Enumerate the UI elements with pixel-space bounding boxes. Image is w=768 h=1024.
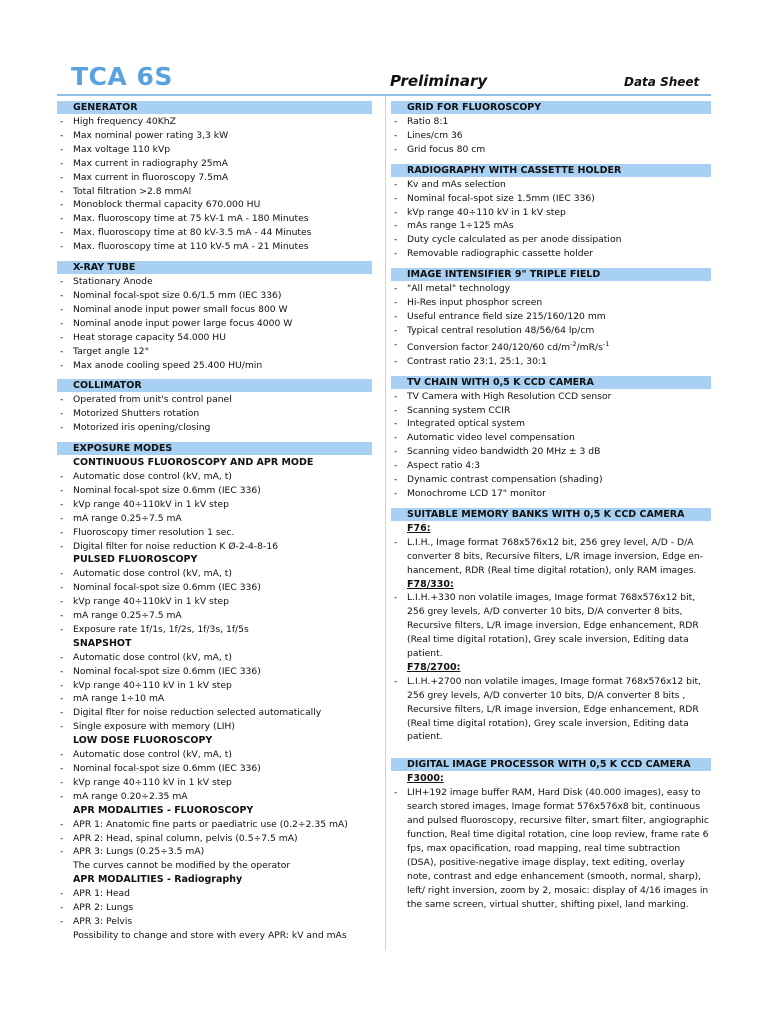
list-item: - Hi-Res input phosphor screen <box>391 296 711 310</box>
xray-tube-list <box>57 275 372 372</box>
list-item: - L.I.H., Image format 768x576x12 bit, 256 grey level, A/D - D/A converter 8 bits, Recursive filters, L/R image inversion, Edge en-hancement, RDR (Real time digital rotation), only RAM images. <box>391 536 711 578</box>
generator-list <box>57 115 372 254</box>
list-item: - L.I.H.+2700 non volatile images, Image format 768x576x12 bit, 256 grey levels, A/D converter 10 bits, D/A converter 8 bits , Recursive filters, L/R image inversion, Edge enhancement, RDR (Real time digital rotation), Grey scale inversion, Editing data patient. <box>391 675 711 745</box>
list-item: - Ratio 8:1 <box>391 115 711 129</box>
tv-chain-list <box>391 390 711 501</box>
conversion-sup: -1 <box>602 339 610 348</box>
list-item: - Motorized iris opening/closing <box>57 421 372 435</box>
list-item: - High frequency 40KhZ <box>57 115 372 129</box>
list-item: - mA range 0.25÷7.5 mA <box>57 609 372 623</box>
left-column <box>57 101 372 950</box>
column-divider <box>385 96 386 951</box>
radiography-list <box>391 178 711 261</box>
section-heading: DIGITAL IMAGE PROCESSOR WITH 0,5 K CCD CAMERA <box>391 758 711 771</box>
list-item: - Stationary Anode <box>57 275 372 289</box>
document-header <box>57 62 711 94</box>
list-item: - Duty cycle calculated as per anode dissipation <box>391 233 711 247</box>
list-item: - mA range 0.20÷2.35 mA <box>57 790 372 804</box>
list-item: - Total filtration >2.8 mmAl <box>57 185 372 199</box>
list-item: - Single exposure with memory (LIH) <box>57 720 372 734</box>
list-item: - Integrated optical system <box>391 417 711 431</box>
list-item: - Max anode cooling speed 25.400 HU/min <box>57 359 372 373</box>
list-item: - Contrast ratio 23:1, 25:1, 30:1 <box>391 355 711 369</box>
apr-radio-list <box>57 887 372 929</box>
list-item: - kVp range 40÷110kV in 1 kV step <box>57 595 372 609</box>
continuous-fluoro-list <box>57 470 372 553</box>
list-item: - LIH+192 image buffer RAM, Hard Disk (40.000 images), easy to search stored images, Image format 576x576x8 bit, continuous and pulsed fluoroscopy, recursive filter, smart filter, angiographic function, Real time digital rotation, cine loop review, frame rate 6 fps, max opacification, road mapping, real time subtraction (DSA), positive-negative image display, text editing, overlay note, contrast and edge enhancement (smooth, normal, sharp), left/ right inversion, zoom by 2, mosaic: display of 4/16 images in the same screen, virtual shutter, shifting pixel, land marking. <box>391 786 711 911</box>
subsection-heading: PULSED FLUOROSCOPY <box>73 554 198 566</box>
grid-list <box>391 115 711 157</box>
apr-radio-note: Possibility to change and store with every APR: kV and mAs <box>73 929 347 941</box>
xray-tube-section <box>57 261 372 372</box>
list-item: - Scanning video bandwidth 20 MHz ± 3 dB <box>391 445 711 459</box>
list-item: - Nominal focal-spot size 0.6mm (IEC 336) <box>57 762 372 776</box>
list-item: - APR 3: Pelvis <box>57 915 372 929</box>
pulsed-fluoro-list <box>57 567 372 637</box>
header-divider <box>57 94 711 96</box>
list-item: - APR 2: Lungs <box>57 901 372 915</box>
f76-list <box>391 536 711 578</box>
list-item: - Dynamic contrast compensation (shading) <box>391 473 711 487</box>
list-item: - Lines/cm 36 <box>391 129 711 143</box>
exposure-modes-section <box>57 442 372 943</box>
list-item: - Nominal focal-spot size 0.6mm (IEC 336) <box>57 484 372 498</box>
list-item: - Max current in fluoroscopy 7.5mA <box>57 171 372 185</box>
section-heading: RADIOGRAPHY WITH CASSETTE HOLDER <box>391 164 711 177</box>
list-item: - Grid focus 80 cm <box>391 143 711 157</box>
conversion-text: Conversion factor 240/120/60 cd/m <box>407 341 571 353</box>
product-title: TCA 6S <box>71 62 173 91</box>
list-item: - kVp range 40÷110 kV in 1 kV step <box>391 206 711 220</box>
list-item: - Max voltage 110 kVp <box>57 143 372 157</box>
list-item: - Motorized Shutters rotation <box>57 407 372 421</box>
subsection-heading: CONTINUOUS FLUOROSCOPY AND APR MODE <box>73 457 314 469</box>
section-heading: EXPOSURE MODES <box>57 442 372 455</box>
list-item: - Max. fluoroscopy time at 75 kV-1 mA - 180 Minutes <box>57 212 372 226</box>
list-item: - Automatic dose control (kV, mA, t) <box>57 651 372 665</box>
tv-chain-section <box>391 376 711 501</box>
apr-fluoro-note: The curves cannot be modified by the operator <box>73 860 291 872</box>
list-item: - Kv and mAs selection <box>391 178 711 192</box>
section-heading: COLLIMATOR <box>57 379 372 392</box>
list-item: - APR 1: Head <box>57 887 372 901</box>
conversion-factor-item <box>391 338 711 355</box>
list-item: - kVp range 40÷110kV in 1 kV step <box>57 498 372 512</box>
list-item: - Target angle 12° <box>57 345 372 359</box>
subsection-heading: SNAPSHOT <box>73 637 132 649</box>
radiography-section <box>391 164 711 261</box>
list-item: - Heat storage capacity 54.000 HU <box>57 331 372 345</box>
subsection-heading: APR MODALITIES - FLUOROSCOPY <box>73 804 254 816</box>
list-item: - Exposure rate 1f/1s, 1f/2s, 1f/3s, 1f/5s <box>57 623 372 637</box>
list-item: - Digital filter for noise reduction K Ø-2-4-8-16 <box>57 540 372 554</box>
list-item: - Max. fluoroscopy time at 80 kV-3.5 mA - 44 Minutes <box>57 226 372 240</box>
list-item: - Nominal focal-spot size 0.6mm (IEC 336) <box>57 665 372 679</box>
model-label-f3000: F3000: <box>407 773 444 785</box>
section-heading: IMAGE INTENSIFIER 9" TRIPLE FIELD <box>391 268 711 281</box>
list-item: - Nominal anode input power small focus 800 W <box>57 303 372 317</box>
collimator-list <box>57 393 372 435</box>
list-item: - kVp range 40÷110 kV in 1 kV step <box>57 776 372 790</box>
list-item: - Nominal focal-spot size 0.6mm (IEC 336) <box>57 581 372 595</box>
right-column <box>391 101 711 918</box>
list-item: - Removable radiographic cassette holder <box>391 247 711 261</box>
section-heading: GENERATOR <box>57 101 372 114</box>
list-item: - Digital flter for noise reduction selected automatically <box>57 706 372 720</box>
conversion-text: /mR/s <box>576 341 603 353</box>
list-item: - Monoblock thermal capacity 670.000 HU <box>57 198 372 212</box>
section-heading: TV CHAIN WITH 0,5 K CCD CAMERA <box>391 376 711 389</box>
list-item: - mA range 1÷10 mA <box>57 692 372 706</box>
image-processor-section <box>391 758 711 911</box>
section-heading: GRID FOR FLUOROSCOPY <box>391 101 711 114</box>
list-item: - Nominal focal-spot size 1.5mm (IEC 336) <box>391 192 711 206</box>
list-item: - Aspect ratio 4:3 <box>391 459 711 473</box>
list-item: - APR 1: Anatomic fine parts or paediatric use (0.2÷2.35 mA) <box>57 818 372 832</box>
list-item: - Max current in radiography 25mA <box>57 157 372 171</box>
model-label-f78-2700: F78/2700: <box>407 661 461 673</box>
list-item: - kVp range 40÷110 kV in 1 kV step <box>57 679 372 693</box>
f3000-list <box>391 786 711 911</box>
list-item: - Useful entrance field size 215/160/120 mm <box>391 310 711 324</box>
preliminary-label: Preliminary <box>390 72 488 90</box>
section-heading: SUITABLE MEMORY BANKS WITH 0,5 K CCD CAMERA <box>391 508 711 521</box>
image-intensifier-section <box>391 268 711 369</box>
list-item: - Nominal focal-spot size 0.6/1.5 mm (IEC 336) <box>57 289 372 303</box>
section-heading: X-RAY TUBE <box>57 261 372 274</box>
f78-2700-list <box>391 675 711 745</box>
list-item: - Monochrome LCD 17" monitor <box>391 487 711 501</box>
list-item: - APR 2: Head, spinal column, pelvis (0.5÷7.5 mA) <box>57 832 372 846</box>
f78-330-list <box>391 591 711 661</box>
list-item: - Automatic dose control (kV, mA, t) <box>57 470 372 484</box>
generator-section <box>57 101 372 254</box>
list-item: - Automatic dose control (kV, mA, t) <box>57 748 372 762</box>
list-item: - Operated from unit's control panel <box>57 393 372 407</box>
memory-banks-section <box>391 508 711 744</box>
list-item: - Scanning system CCIR <box>391 404 711 418</box>
list-item: - L.I.H.+330 non volatile images, Image format 768x576x12 bit, 256 grey levels, A/D converter 10 bits, D/A converter 8 bits, Recursive filters, L/R image inversion, Edge enhancement, RDR (Real time digital rotation), Grey scale inversion, Editing data patient. <box>391 591 711 661</box>
list-item: - "All metal" technology <box>391 282 711 296</box>
low-dose-list <box>57 748 372 804</box>
list-item: - Automatic video level compensation <box>391 431 711 445</box>
model-label-f76: F76: <box>407 522 431 534</box>
collimator-section <box>57 379 372 435</box>
intensifier-list <box>391 282 711 369</box>
list-item: - Max nominal power rating 3,3 kW <box>57 129 372 143</box>
subsection-heading: APR MODALITIES - Radiography <box>73 874 243 886</box>
list-item: - Max. fluoroscopy time at 110 kV-5 mA - 21 Minutes <box>57 240 372 254</box>
list-item: - mA range 0.25÷7.5 mA <box>57 512 372 526</box>
snapshot-list <box>57 651 372 734</box>
data-sheet-label: Data Sheet <box>624 75 700 89</box>
model-label-f78-330: F78/330: <box>407 578 454 590</box>
list-item: - mAs range 1÷125 mAs <box>391 219 711 233</box>
list-item: - TV Camera with High Resolution CCD sensor <box>391 390 711 404</box>
list-item: - Automatic dose control (kV, mA, t) <box>57 567 372 581</box>
list-item: - APR 3: Lungs (0.25÷3.5 mA) <box>57 845 372 859</box>
grid-section <box>391 101 711 157</box>
conversion-sup: -2 <box>570 339 577 348</box>
list-item: - Typical central resolution 48/56/64 lp/cm <box>391 324 711 338</box>
subsection-heading: LOW DOSE FLUOROSCOPY <box>73 735 213 747</box>
list-item: - Fluoroscopy timer resolution 1 sec. <box>57 526 372 540</box>
apr-fluoro-list <box>57 818 372 860</box>
list-item: - Nominal anode input power large focus 4000 W <box>57 317 372 331</box>
